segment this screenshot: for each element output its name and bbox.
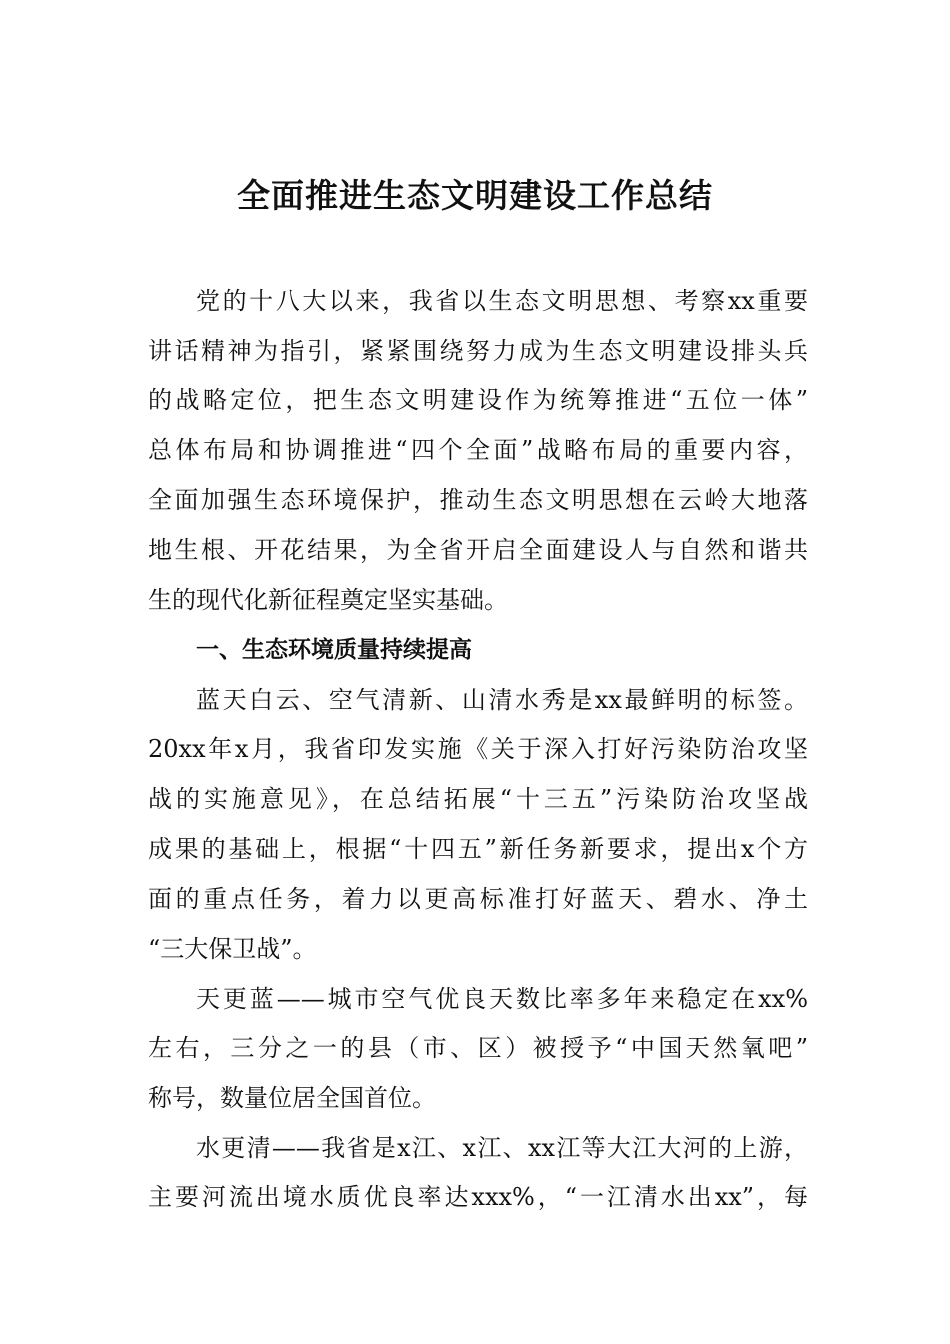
section1-p1-line-5: 面的重点任务，着力以更高标准打好蓝天、碧水、净土 — [148, 885, 808, 913]
intro-line-4: 总体布局和协调推进“四个全面”战略布局的重要内容， — [148, 436, 808, 464]
section1-p2-line-1: 天更蓝——城市空气优良天数比率多年来稳定在xx% — [196, 985, 808, 1013]
section1-p1-line-2: 20xx年x月，我省印发实施《关于深入打好污染防治攻坚 — [148, 735, 808, 763]
section1-p2-line-2: 左右，三分之一的县（市、区）被授予“中国天然氧吧” — [148, 1034, 808, 1062]
section1-p1-line-1: 蓝天白云、空气清新、山清水秀是xx最鲜明的标签。 — [196, 686, 808, 714]
section1-p1-line-4: 成果的基础上，根据“十四五”新任务新要求，提出x个方 — [148, 835, 808, 863]
intro-line-6: 地生根、开花结果，为全省开启全面建设人与自然和谐共 — [148, 536, 808, 564]
intro-line-2: 讲话精神为指引，紧紧围绕努力成为生态文明建设排头兵 — [148, 337, 808, 365]
section-heading-1: 一、生态环境质量持续提高 — [196, 637, 472, 663]
section1-p3-line-1: 水更清——我省是x江、x江、xx江等大江大河的上游， — [196, 1134, 808, 1162]
section1-p1-line-6: “三大保卫战”。 — [148, 935, 317, 963]
intro-line-5: 全面加强生态环境保护，推动生态文明思想在云岭大地落 — [148, 486, 808, 514]
section1-p3-line-2: 主要河流出境水质优良率达xxx%，“一江清水出xx”，每 — [148, 1183, 808, 1211]
document-title: 全面推进生态文明建设工作总结 — [237, 176, 713, 215]
section1-p2-line-3: 称号，数量位居全国首位。 — [148, 1084, 436, 1112]
intro-line-1: 党的十八大以来，我省以生态文明思想、考察xx重要 — [196, 287, 808, 315]
intro-line-3: 的战略定位，把生态文明建设作为统筹推进“五位一体” — [148, 386, 808, 414]
intro-line-7: 生的现代化新征程奠定坚实基础。 — [148, 586, 508, 614]
section1-p1-line-3: 战的实施意见》，在总结拓展“十三五”污染防治攻坚战 — [148, 785, 808, 813]
